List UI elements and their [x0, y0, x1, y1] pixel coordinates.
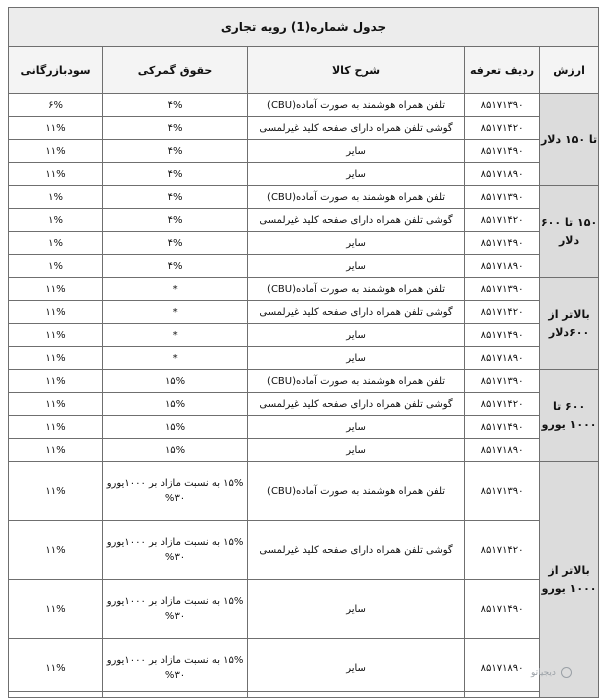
tariff-cell: ۸۵۱۷۱۳۹۰: [465, 370, 540, 393]
profit-cell: ۱۱%: [9, 462, 103, 521]
table-row: [9, 232, 599, 255]
profit-cell: ۱۱%: [9, 416, 103, 439]
table-row: [9, 117, 599, 140]
customs-cell: ۴%: [103, 232, 248, 255]
table-row: [9, 580, 599, 639]
description-cell: تلفن همراه هوشمند به صورت آماده(CBU): [248, 278, 465, 301]
table-row: [9, 347, 599, 370]
description-cell: سایر: [248, 232, 465, 255]
tariff-cell: ۸۵۱۷۱۸۹۰: [465, 439, 540, 462]
description-cell: سایر: [248, 416, 465, 439]
profit-cell: ۱۱%: [9, 278, 103, 301]
watermark: [531, 667, 572, 678]
table-row: [9, 324, 599, 347]
table-row: [9, 94, 599, 117]
customs-cell: ۴%: [103, 163, 248, 186]
header-description: شرح کالا: [248, 47, 465, 94]
customs-cell: *: [103, 324, 248, 347]
description-cell: سایر: [248, 580, 465, 639]
header-tariff: ردیف تعرفه: [465, 47, 540, 94]
description-cell: گوشی تلفن همراه دارای صفحه کلید غیرلمسی: [248, 117, 465, 140]
range-cell: بالاتر از ۶۰۰دلار: [540, 278, 599, 370]
table-row: [9, 209, 599, 232]
tariff-cell: ۸۵۱۷۱۴۲۰: [465, 393, 540, 416]
tariff-cell: ۸۵۱۷۱۴۹۰: [465, 140, 540, 163]
tariff-cell: ۸۵۱۷۱۸۹۰: [465, 639, 540, 698]
customs-cell: ۴%: [103, 140, 248, 163]
tariff-cell: ۸۵۱۷۱۳۹۰: [465, 186, 540, 209]
profit-cell: ۱۱%: [9, 580, 103, 639]
header-range: ارزش: [540, 47, 599, 94]
customs-cell: ۱۵%: [103, 416, 248, 439]
profit-cell: ۱۱%: [9, 117, 103, 140]
profit-cell: ۱۱%: [9, 324, 103, 347]
tariff-cell: ۸۵۱۷۱۴۲۰: [465, 521, 540, 580]
tariff-cell: ۸۵۱۷۱۸۹۰: [465, 163, 540, 186]
range-cell: تا ۱۵۰ دلار: [540, 94, 599, 186]
customs-cell: *: [103, 347, 248, 370]
profit-cell: ۱۱%: [9, 393, 103, 416]
description-cell: سایر: [248, 347, 465, 370]
description-cell: تلفن همراه هوشمند به صورت آماده(CBU): [248, 186, 465, 209]
tariff-cell: ۸۵۱۷۱۴۲۰: [465, 301, 540, 324]
header-customs: حقوق گمرکی: [103, 47, 248, 94]
table-title: جدول شماره(1) رویه تجاری: [9, 8, 599, 47]
table-row: [9, 278, 599, 301]
customs-cell: ۴%: [103, 117, 248, 140]
table-row: [9, 439, 599, 462]
profit-cell: ۱%: [9, 186, 103, 209]
tariff-cell: ۸۵۱۷۱۴۹۰: [465, 324, 540, 347]
customs-cell: ۱۵%: [103, 370, 248, 393]
description-cell: تلفن همراه هوشمند به صورت آماده(CBU): [248, 462, 465, 521]
customs-cell: ۴%: [103, 255, 248, 278]
description-cell: گوشی تلفن همراه دارای صفحه کلید غیرلمسی: [248, 521, 465, 580]
range-cell: ۶۰۰ تا ۱۰۰۰ یورو: [540, 370, 599, 462]
tariff-cell: ۸۵۱۷۱۴۹۰: [465, 416, 540, 439]
profit-cell: ۱۱%: [9, 521, 103, 580]
tariff-cell: ۸۵۱۷۱۸۹۰: [465, 255, 540, 278]
table-row: [9, 140, 599, 163]
profit-cell: ۱%: [9, 209, 103, 232]
table-row: [9, 163, 599, 186]
tariff-cell: ۸۵۱۷۱۴۲۰: [465, 209, 540, 232]
table-row: [9, 301, 599, 324]
customs-cell: ۴%: [103, 209, 248, 232]
profit-cell: ۱%: [9, 255, 103, 278]
description-cell: گوشی تلفن همراه دارای صفحه کلید غیرلمسی: [248, 209, 465, 232]
customs-cell: ۱۵% به نسبت مازاد بر ۱۰۰۰یورو ۳۰%: [103, 580, 248, 639]
description-cell: تلفن همراه هوشمند به صورت آماده(CBU): [248, 370, 465, 393]
tariff-cell: ۸۵۱۷۱۴۹۰: [465, 580, 540, 639]
profit-cell: ۶%: [9, 94, 103, 117]
profit-cell: ۱۱%: [9, 439, 103, 462]
customs-cell: ۱۵%: [103, 439, 248, 462]
table-row: [9, 186, 599, 209]
range-cell: بالاتر از ۱۰۰۰ یورو: [540, 462, 599, 698]
description-cell: سایر: [248, 140, 465, 163]
table-row: [9, 521, 599, 580]
customs-cell: ۱۵% به نسبت مازاد بر ۱۰۰۰یورو ۳۰%: [103, 462, 248, 521]
profit-cell: ۱۱%: [9, 370, 103, 393]
table-row: [9, 639, 599, 698]
profit-cell: ۱%: [9, 232, 103, 255]
table-row: [9, 370, 599, 393]
tariff-table: [8, 7, 599, 698]
profit-cell: ۱۱%: [9, 639, 103, 698]
watermark-text: دیجیاتو: [531, 668, 556, 678]
profit-cell: ۱۱%: [9, 140, 103, 163]
customs-cell: ۴%: [103, 186, 248, 209]
table-row: [9, 393, 599, 416]
customs-cell: ۱۵% به نسبت مازاد بر ۱۰۰۰یورو ۳۰%: [103, 639, 248, 698]
description-cell: سایر: [248, 255, 465, 278]
description-cell: گوشی تلفن همراه دارای صفحه کلید غیرلمسی: [248, 393, 465, 416]
customs-cell: ۱۵%: [103, 393, 248, 416]
description-cell: سایر: [248, 324, 465, 347]
description-cell: سایر: [248, 439, 465, 462]
tariff-cell: ۸۵۱۷۱۴۹۰: [465, 232, 540, 255]
profit-cell: ۱۱%: [9, 347, 103, 370]
tariff-cell: ۸۵۱۷۱۸۹۰: [465, 347, 540, 370]
header-profit: سودبازرگانی: [9, 47, 103, 94]
range-cell: ۱۵۰ تا ۶۰۰ دلار: [540, 186, 599, 278]
description-cell: سایر: [248, 639, 465, 698]
tariff-cell: ۸۵۱۷۱۳۹۰: [465, 462, 540, 521]
tariff-cell: ۸۵۱۷۱۳۹۰: [465, 94, 540, 117]
customs-cell: ۱۵% به نسبت مازاد بر ۱۰۰۰یورو ۳۰%: [103, 521, 248, 580]
description-cell: گوشی تلفن همراه دارای صفحه کلید غیرلمسی: [248, 301, 465, 324]
table-row: [9, 255, 599, 278]
description-cell: سایر: [248, 163, 465, 186]
customs-cell: *: [103, 301, 248, 324]
customs-cell: ۴%: [103, 94, 248, 117]
tariff-cell: ۸۵۱۷۱۳۹۰: [465, 278, 540, 301]
description-cell: تلفن همراه هوشمند به صورت آماده(CBU): [248, 94, 465, 117]
watermark-logo-icon: [561, 667, 572, 678]
table-row: [9, 462, 599, 521]
profit-cell: ۱۱%: [9, 301, 103, 324]
profit-cell: ۱۱%: [9, 163, 103, 186]
tariff-cell: ۸۵۱۷۱۴۲۰: [465, 117, 540, 140]
table-row: [9, 416, 599, 439]
customs-cell: *: [103, 278, 248, 301]
